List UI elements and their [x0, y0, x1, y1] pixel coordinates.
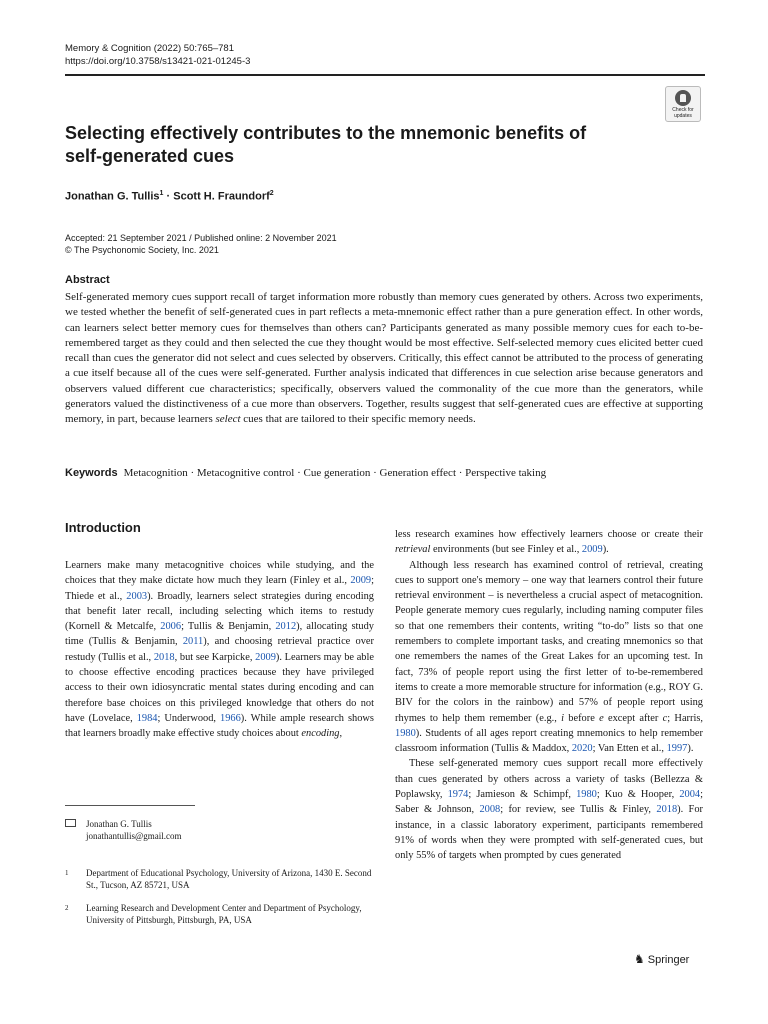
- body-text: ). For instance, in a classic laboratory experiment, participants remembered 91% of words when they were prompted with self-generated cues, but only 55% of targets when prompted by cues generated: [395, 804, 703, 862]
- author-name[interactable]: Jonathan G. Tullis: [65, 190, 160, 203]
- citation-link[interactable]: 2018: [153, 651, 175, 663]
- contact-name: Jonathan G. Tullis: [86, 819, 152, 829]
- section-heading-introduction: Introduction: [65, 520, 141, 535]
- body-text: These self-generated memory cues support recall more effectively than cues generated by others across a variety of tasks (Bellezza & Poplawsky,: [395, 758, 703, 801]
- citation-link[interactable]: 2003: [126, 590, 148, 602]
- body-text: ; for review, see Tullis & Finley,: [500, 804, 657, 816]
- citation-link[interactable]: 1974: [447, 789, 469, 801]
- keywords-line: [65, 467, 546, 479]
- keywords-text: Metacognition · Metacognitive control · Cue generation · Generation effect · Perspective taking: [123, 467, 547, 479]
- body-text: ; Saber & Johnson,: [395, 789, 703, 816]
- body-text: ; Underwood,: [157, 712, 221, 724]
- publication-dates: [65, 232, 337, 256]
- body-text: ), allocating study time (Tullis & Benjamin,: [65, 621, 374, 648]
- body-text: ).: [602, 544, 609, 556]
- body-text: Although less research has examined control of retrieval, creating cues to support one's memory – one way that learners control their future retrieval environment – is nevertheless a crucial aspect of metacognition. People generate memory cues regularly, including naming computer files so that one remembers their contents, writing “to-do” lists so that one remembers to complete important tasks, and creating mnemonics so that one remembers the names of the Great Lakes for an upcoming test. In fact, 73% of people report using the first letter of to-be-remembered items to create a more memorable structure for information (e.g., ROY G. BIV for the colors in the rainbow) and 57% of people report using rhymes to help them remember (e.g.,: [395, 559, 703, 724]
- citation-link[interactable]: 1984: [136, 712, 158, 724]
- body-text: , but see Karpicke,: [174, 651, 256, 663]
- emphasis-text: retrieval: [395, 544, 431, 556]
- body-text: ; Van Etten et al.,: [592, 743, 667, 755]
- journal-citation: Memory & Cognition (2022) 50:765–781: [65, 43, 234, 54]
- body-text: before: [564, 712, 600, 724]
- emphasis-text: c: [662, 712, 668, 724]
- crossmark-badge[interactable]: [665, 86, 701, 122]
- crossmark-label: Check for updates: [672, 107, 694, 119]
- footnote-divider: [65, 805, 195, 806]
- citation-link[interactable]: 2006: [160, 621, 182, 633]
- body-text: ; Kuo & Hooper,: [596, 789, 680, 801]
- citation-link[interactable]: 2008: [479, 804, 501, 816]
- intro-paragraph: [395, 558, 703, 757]
- right-column: [395, 527, 703, 864]
- copyright-line: © The Psychonomic Society, Inc. 2021: [65, 245, 219, 255]
- body-text: ; Thiede et al.,: [65, 575, 374, 602]
- citation-link[interactable]: 1966: [220, 712, 241, 724]
- affiliation-number: 1: [65, 869, 69, 877]
- affiliation-marker: 2: [269, 190, 274, 197]
- doi-link[interactable]: https://doi.org/10.3758/s13421-021-01245-3: [65, 56, 251, 67]
- author-name[interactable]: Scott H. Fraundorf: [173, 190, 270, 203]
- envelope-icon: [65, 819, 76, 827]
- citation-link[interactable]: 2011: [182, 636, 204, 648]
- citation-link[interactable]: 2004: [679, 789, 701, 801]
- emphasis-text: i: [561, 712, 564, 724]
- citation-link[interactable]: 2020: [571, 743, 593, 755]
- author-list: [65, 190, 274, 203]
- citation-link[interactable]: 1997: [666, 743, 688, 755]
- left-column: [65, 558, 374, 742]
- body-text: ). Learners may be able to choose effective encoding practices because they have privileged access to their own idiosyncratic mental states during encoding and can therefore base choices on this privileged knowledge that others do not have (Lovelace,: [65, 651, 375, 724]
- body-text: ), and choosing retrieval practice over restudy (Tullis et al.,: [65, 636, 374, 663]
- affiliation-marker: 1: [159, 190, 164, 197]
- body-text: environments (but see Finley et al.,: [430, 544, 582, 556]
- header-divider: [65, 74, 705, 76]
- abstract-text: cues that are tailored to their specific memory needs.: [243, 413, 476, 426]
- abstract-text: Self-generated memory cues support recall of target information more robustly than memory cues generated by others. Across two experiments, we tested whether the benefit of self-generated cues in part reflects a meta-mnemonic effect rather than a pure generation effect. In other words, can learners select better memory cues for themselves than others can? Participants generated as many possible memory cues for each to-be-remembered target as they could and then selected the cue they thought would be most effective. Self-selected memory cues elicited better cued recall than cues the generator did not select and cues selected by observers. Critically, this effect cannot be attributed to the process of generating a cue itself because all of the cues were self-generated. Further analysis indicated that differences in cue selection arise because generators and observers valued different cue characteristics; specifically, observers valued the commonality of the cue more than the generators, while generators valued the distinctiveness of a cue more than observers. Together, results suggest that self-generated cues are effective at supporting memory, in part, because learners: [65, 291, 703, 426]
- article-title: Selecting effectively contributes to the mnemonic benefits of self-generated cues: [65, 123, 587, 166]
- citation-link[interactable]: 1980: [576, 789, 597, 801]
- journal-header: [65, 42, 250, 68]
- affiliation-number: 2: [65, 904, 69, 912]
- body-text: ).: [687, 743, 694, 755]
- contact-email[interactable]: jonathantullis@gmail.com: [86, 831, 182, 841]
- emphasis-text: e: [599, 712, 604, 724]
- body-text: Learners make many metacognitive choices while studying, and the choices that they make dictate how much they learn (Finley et al.,: [65, 560, 374, 587]
- abstract-body: [65, 290, 703, 428]
- affiliation-1: [65, 867, 375, 891]
- intro-paragraph: [65, 558, 374, 742]
- intro-paragraph: [395, 756, 703, 863]
- corresponding-author: [65, 818, 182, 842]
- citation-link[interactable]: 1980: [395, 727, 416, 739]
- citation-link[interactable]: 2009: [255, 651, 276, 663]
- intro-paragraph-continued: [395, 527, 703, 558]
- citation-link[interactable]: 2009: [581, 544, 603, 556]
- body-text: ). Broadly, learners select strategies during encoding that benefit later recall, including selecting which items to restudy (Kornell & Metcalfe,: [65, 590, 375, 633]
- affiliation-2: [65, 902, 375, 926]
- body-text: ; Harris,: [667, 712, 703, 724]
- body-text: ; Tullis & Benjamin,: [181, 621, 276, 633]
- body-text: except after: [603, 712, 663, 724]
- affiliation-text: Department of Educational Psychology, University of Arizona, 1430 E. Second St., Tucson, AZ 85721, USA: [86, 868, 372, 890]
- body-text: ). Students of all ages report creating mnemonics to help remember classroom information (Tullis & Maddox,: [395, 727, 703, 755]
- citation-link[interactable]: 2012: [275, 621, 297, 633]
- body-text: ; Jamieson & Schimpf,: [468, 789, 577, 801]
- body-text: ,: [339, 728, 343, 740]
- abstract-heading: Abstract: [65, 274, 110, 286]
- keywords-label: Keywords: [65, 467, 118, 479]
- springer-horse-icon: ♞: [634, 952, 645, 966]
- affiliation-text: Learning Research and Development Center and Department of Psychology, University of Pittsburgh, Pittsburgh, PA, USA: [86, 903, 362, 925]
- author-separator: ·: [166, 190, 171, 203]
- publisher-logo: [634, 952, 689, 966]
- emphasis-text: encoding: [301, 728, 340, 740]
- body-text: less research examines how effectively learners choose or create their: [395, 529, 703, 540]
- accepted-published-date: Accepted: 21 September 2021 / Published online: 2 November 2021: [65, 233, 337, 243]
- citation-link[interactable]: 2009: [350, 575, 372, 587]
- publisher-name: Springer: [647, 954, 690, 966]
- citation-link[interactable]: 2018: [656, 804, 678, 816]
- abstract-emphasis: select: [215, 413, 241, 426]
- crossmark-icon: [675, 90, 691, 106]
- body-text: ). While ample research shows that learners broadly make effective study choices about: [65, 712, 374, 740]
